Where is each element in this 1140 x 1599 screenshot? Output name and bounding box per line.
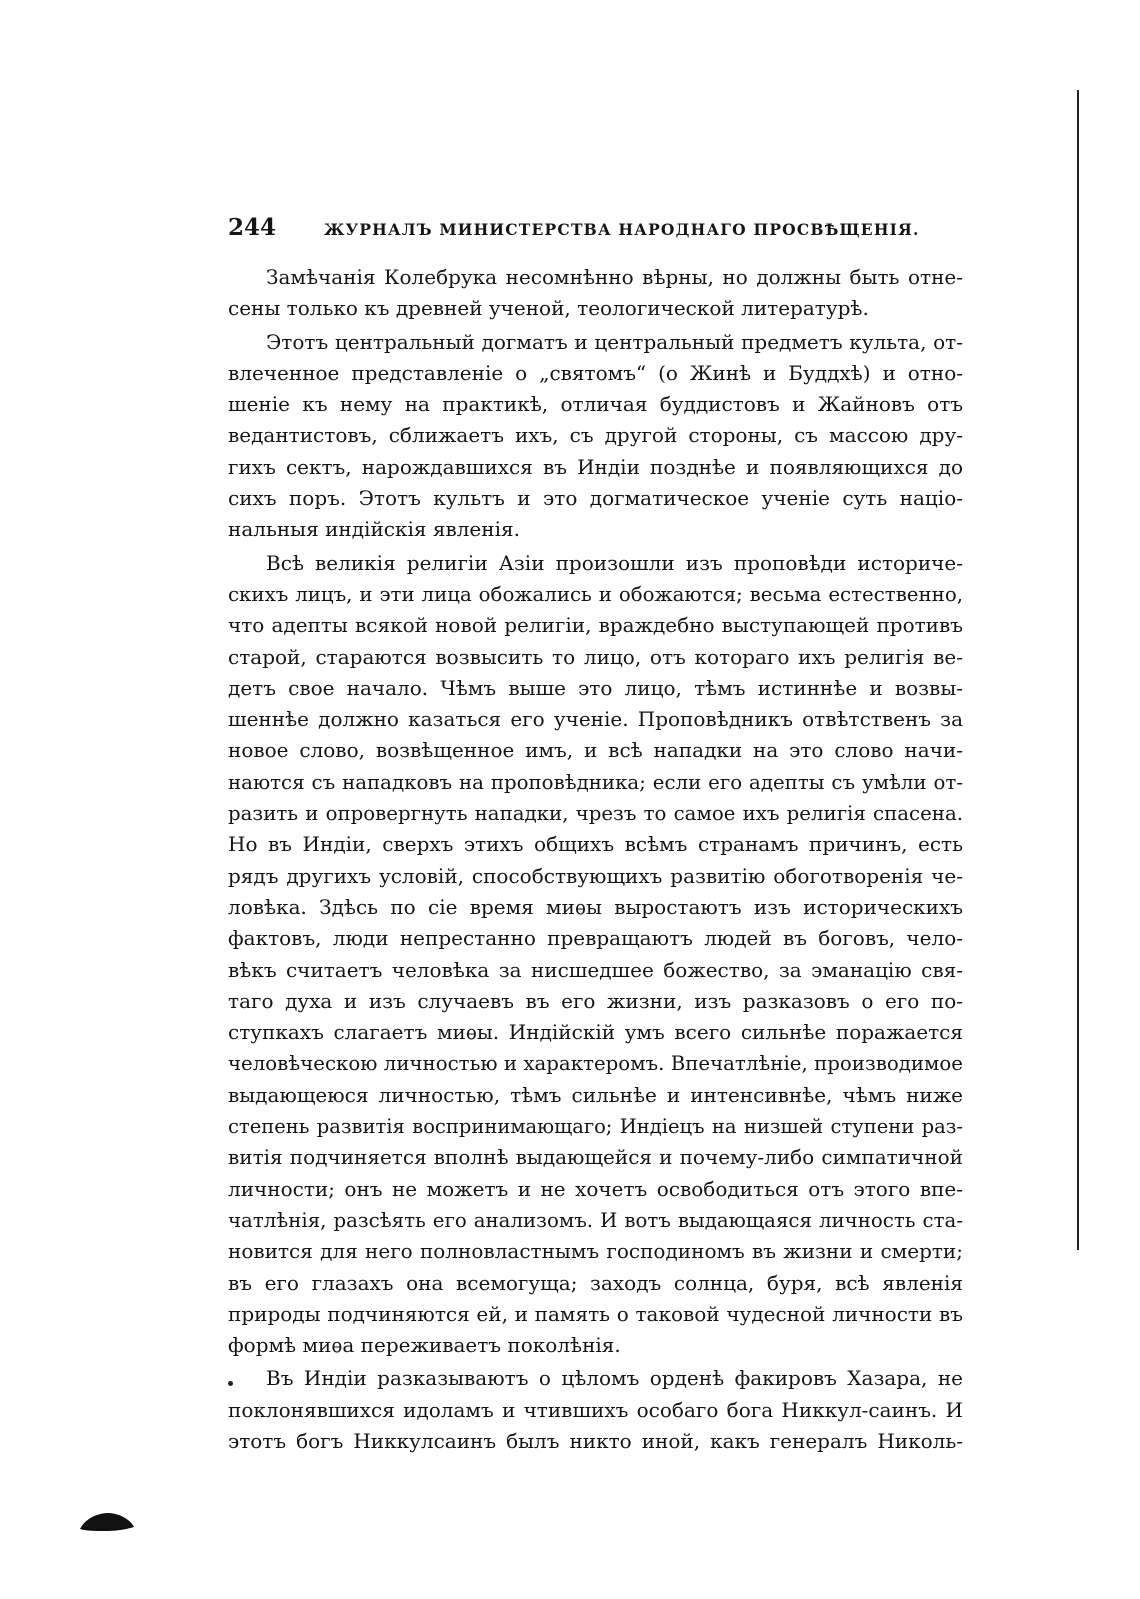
text-line: что адепты всякой новой религіи, враждебно выступающей противъ: [228, 613, 963, 638]
text-line: детъ свое начало. Чѣмъ выше это лицо, тѣмъ истиннѣе и возвы-: [228, 675, 963, 700]
text-line: Въ Индіи разказываютъ о цѣломъ орденѣ факировъ Хазара, не: [266, 1366, 963, 1391]
text-line: Но въ Индіи, сверхъ этихъ общихъ всѣмъ странамъ причинъ, есть: [228, 832, 963, 857]
text-line: чатлѣнія, разсѣять его анализомъ. И вотъ выдающаяся личность ста-: [228, 1208, 963, 1232]
text-line: ступкахъ слагаетъ миѳы. Индійскій умъ всего сильнѣе поражается: [228, 1020, 963, 1045]
page-number: 244: [228, 214, 277, 241]
text-line: степень развитія воспринимающаго; Индіецъ на низшей ступени раз-: [228, 1115, 963, 1139]
paragraph: [228, 262, 963, 325]
text-line: гихъ сектъ, нарождавшихся въ Индіи позднѣе и появляющихся до: [228, 454, 963, 479]
page-header: [228, 214, 963, 246]
text-line: формѣ миѳа переживаетъ поколѣнія.: [228, 1333, 621, 1358]
text-line: личности; онъ не можетъ и не хочетъ освободиться отъ этого впе-: [228, 1176, 963, 1201]
text-line: Всѣ великія религіи Азіи произошли изъ проповѣди историче-: [266, 550, 963, 575]
text-line: Этотъ центральный догматъ и центральный предметъ культа, от-: [266, 329, 963, 354]
text-line: природы подчиняются ей, и память о таковой чудесной личности въ: [228, 1301, 963, 1326]
text-line: выдающеюся личностью, тѣмъ сильнѣе и интенсивнѣе, чѣмъ ниже: [228, 1082, 963, 1107]
running-head: ЖУРНАЛЪ МИНИСТЕРСТВА НАРОДНАГО ПРОСВѢЩЕНІЯ.: [324, 220, 920, 239]
body-text: [228, 262, 963, 1457]
text-line: этотъ богъ Никкулсаинъ былъ никто иной, какъ генералъ Николь-: [228, 1428, 963, 1453]
text-line: поклонявшихся идоламъ и чтившихъ особаго бога Никкул-саинъ. И: [228, 1397, 963, 1422]
text-line: разить и опровергнуть нападки, чрезъ то самое ихъ религія спасена.: [228, 802, 963, 826]
ink-blot: [78, 1511, 136, 1533]
text-line: старой, стараются возвысить то лицо, отъ котораго ихъ религія ве-: [228, 644, 963, 669]
text-line: сихъ поръ. Этотъ культъ и это догматическое ученіе суть націо-: [228, 486, 963, 511]
paragraph: [228, 548, 963, 1362]
text-line: шеннѣе должно казаться его ученіе. Проповѣдникъ отвѣтственъ за: [228, 707, 963, 732]
text-line: человѣческою личностью и характеромъ. Впечатлѣніе, производимое: [228, 1052, 963, 1076]
text-line: наются съ нападковъ на проповѣдника; если его адепты съ умѣли от-: [228, 770, 963, 794]
page-edge-rule: [1077, 90, 1079, 1250]
text-line: витія подчиняется вполнѣ выдающейся и почему-либо симпатичной: [228, 1145, 963, 1170]
text-line: сены только къ древней ученой, теологической литературѣ.: [228, 296, 869, 321]
paragraph: [228, 327, 963, 546]
text-line: вѣкъ считаетъ человѣка за нисшедшее божество, за эманацію свя-: [228, 957, 963, 982]
text-line: таго духа и изъ случаевъ въ его жизни, изъ разказовъ о его по-: [228, 988, 963, 1013]
text-line: рядъ другихъ условій, способствующихъ развитію обоготворенія че-: [228, 863, 963, 888]
text-line: нальныя индійскія явленія.: [228, 517, 520, 542]
text-line: шеніе къ нему на практикѣ, отличая буддистовъ и Жайновъ отъ: [228, 392, 963, 417]
paragraph: [228, 1363, 963, 1457]
text-line: новое слово, возвѣщенное имъ, и всѣ нападки на это слово начи-: [228, 738, 963, 763]
ink-speck: [228, 1381, 233, 1386]
text-line: фактовъ, люди непрестанно превращаютъ людей въ боговъ, чело-: [228, 926, 963, 951]
text-line: ловѣка. Здѣсь по сіе время миѳы выростаютъ изъ историческихъ: [228, 894, 963, 919]
text-line: влеченное представленіе о „святомъ“ (о Жинѣ и Буддхѣ) и отно-: [228, 360, 963, 385]
text-line: Замѣчанія Колебрука несомнѣнно вѣрны, но должны быть отне-: [266, 265, 963, 289]
text-line: скихъ лицъ, и эти лица обожались и обожаются; весьма естественно,: [228, 582, 963, 606]
text-line: новится для него полновластнымъ господиномъ въ жизни и смерти;: [228, 1239, 963, 1264]
text-line: ведантистовъ, сближаетъ ихъ, съ другой стороны, съ массою дру-: [228, 423, 963, 448]
text-line: въ его глазахъ она всемогуща; заходъ солнца, буря, всѣ явленія: [228, 1270, 963, 1295]
